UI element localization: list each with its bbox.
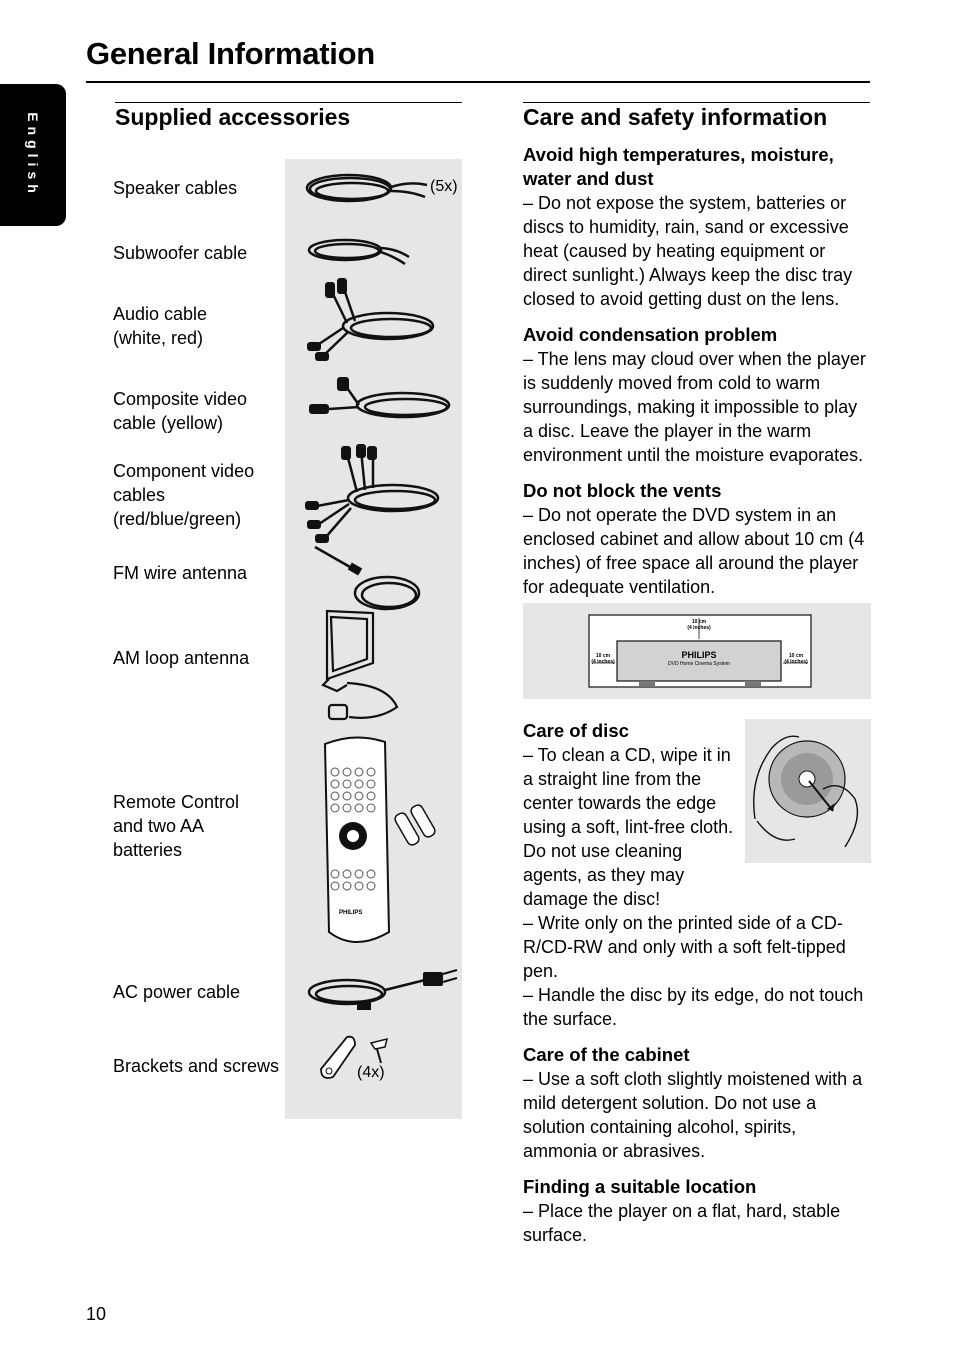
remote-brand-text: PHILIPS [339,910,363,916]
care-heading: Care of disc [523,720,629,741]
speaker-cables-quantity: (5x) [430,178,458,195]
accessories-title: Supplied accessories [115,104,351,130]
language-tab-label: English [25,112,41,198]
accessory-label-remote-control: Remote Control and two AA batteries [113,792,240,860]
care-section-temperature [523,143,871,311]
care-heading: Finding a suitable location [523,1176,757,1197]
audio-cable-image [303,276,443,364]
component-video-cables-image [303,444,443,544]
clearance-right-label: 10 cm (4 inches) [784,653,808,665]
accessory-label-speaker-cables: Speaker cables [113,178,238,198]
accessory-label-ac-power-cable: AC power cable [113,982,241,1002]
title-divider [86,81,870,83]
care-heading: Avoid condensation problem [523,324,778,345]
ac-power-cable-image [305,964,465,1014]
accessories-divider [115,102,462,103]
brackets-quantity: (4x) [357,1064,385,1081]
subwoofer-cable-image [305,235,415,267]
device-brand-label: PHILIPS [681,650,717,660]
page-number: 10 [86,1304,107,1324]
clearance-top-label: 10 cm (4 inches) [687,619,711,631]
care-section-condensation [523,323,871,467]
speaker-cables-image [305,171,435,211]
care-paragraph: – Write only on the printed side of a CD-R/CD-RW and only with a soft felt-tipped pen. [523,913,846,981]
am-loop-antenna-image [307,607,417,731]
accessory-label-fm-antenna: FM wire antenna [113,563,248,583]
accessory-label-audio-cable: Audio cable (white, red) [113,304,208,348]
care-section-disc [523,719,871,1031]
accessories-illustration-panel [285,159,462,1119]
clearance-left-label: 10 cm (4 inches) [591,653,615,665]
care-section-vents [523,479,871,599]
accessory-label-am-antenna: AM loop antenna [113,648,250,668]
care-heading: Avoid high temperatures, moisture, water and dust [523,144,834,189]
accessory-label-brackets-screws: Brackets and screws [113,1056,280,1076]
device-name-label: DVD Home Cinema System [668,661,730,667]
accessory-label-composite-video-cable: Composite video cable (yellow) [113,389,248,433]
care-divider [523,102,870,103]
care-heading: Do not block the vents [523,480,722,501]
composite-video-cable-image [303,377,455,427]
care-column [523,143,871,1259]
care-paragraph: – Handle the disc by its edge, do not touch the surface. [523,985,864,1029]
care-paragraph: – To clean a CD, wipe it in a straight line from the center towards the edge using a soft, lint-free cloth. Do not use cleaning agents, as they may damage the disc! [523,745,734,909]
accessory-label-subwoofer-cable: Subwoofer cable [113,243,248,263]
care-paragraph: – Do not expose the system, batteries or discs to humidity, rain, sand or excessive heat (caused by heating equipment or direct sunlight.) Always keep the disc tray closed to avoid getting dust on the lens. [523,193,853,309]
remote-control-image [315,732,445,952]
care-heading: Care of the cabinet [523,1044,690,1065]
language-tab [0,84,66,226]
care-paragraph: – Do not operate the DVD system in an enclosed cabinet and allow about 10 cm (4 inches) of free space all around the player for adequate ventilation. [523,505,865,597]
care-paragraph: – The lens may cloud over when the player is suddenly moved from cold to warm surroundings, making it impossible to play a disc. Leave the player in the warm environment until the moisture evaporates. [523,349,866,465]
disc-cleaning-illustration [745,719,871,863]
page-title: General Information [86,36,375,71]
care-paragraph: – Place the player on a flat, hard, stable surface. [523,1201,841,1245]
ventilation-diagram [523,603,871,699]
care-paragraph: – Use a soft cloth slightly moistened with a mild detergent solution. Do not use a solution containing alcohol, spirits, ammonia or abrasives. [523,1069,863,1161]
care-section-cabinet [523,1043,871,1163]
care-section-location [523,1175,871,1247]
accessory-label-component-video-cables: Component video cables (red/blue/green) [113,461,255,529]
care-title: Care and safety information [523,104,828,130]
